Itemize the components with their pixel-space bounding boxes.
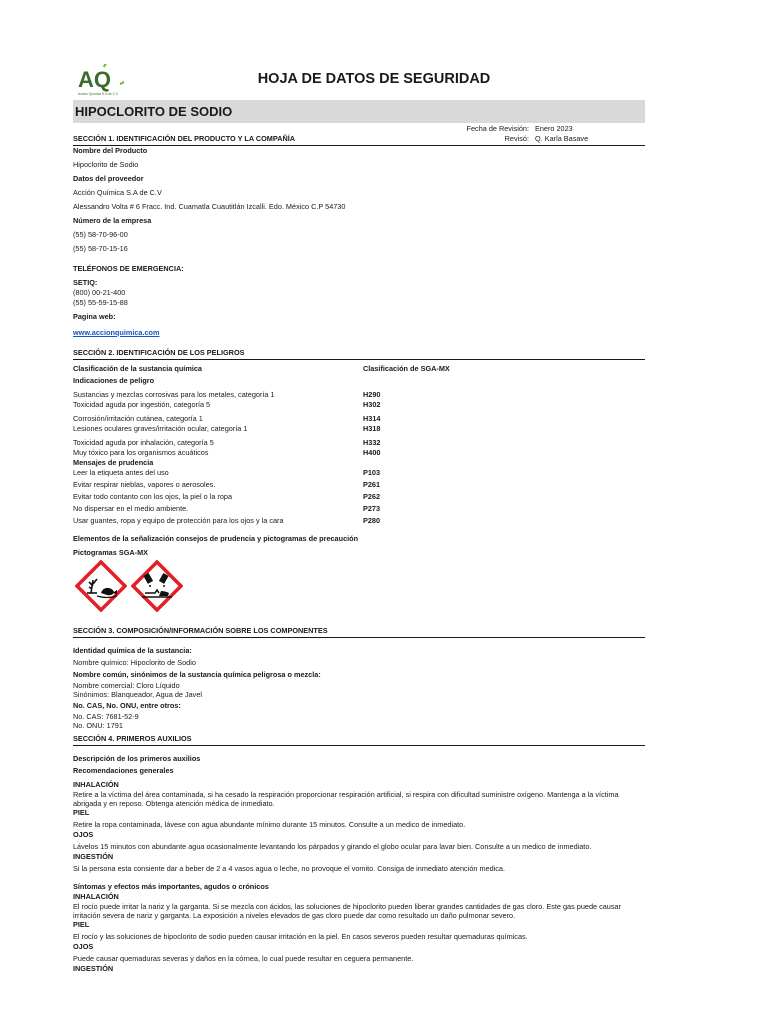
- hazard-label: Indicaciones de peligro: [73, 376, 155, 385]
- revision-date-value: Enero 2023: [535, 124, 573, 133]
- company-phone: (55) 58-70-96-00: [73, 230, 128, 239]
- table-row: Corrosión/irritación cutánea, categoría 1 H314: [73, 414, 381, 423]
- company-phone-label: Número de la empresa: [73, 216, 152, 225]
- website-link[interactable]: www.accionquimica.com: [73, 328, 160, 337]
- first-aid-description-label: Descripción de los primeros auxilios: [73, 754, 201, 763]
- symptoms-skin-text: El rocío y las soluciones de hipoclorito de sodio pueden causar irritación en la piel. En casos severos pueden resultar quemaduras químicas.: [73, 932, 528, 941]
- supplier-address: Alessandro Volta # 6 Fracc. Ind. Cuamatla Cuautitlán Izcalli. Edo. México C.P 54730: [73, 202, 346, 211]
- reviewed-by-row: [445, 134, 645, 144]
- table-row: Usar guantes, ropa y equipo de protección para los ojos y la cara P280: [73, 516, 381, 525]
- emergency-label: TELÉFONOS DE EMERGENCIA:: [73, 264, 184, 273]
- symptoms-eyes-text: Puede causar quemaduras severas y daños en la córnea, lo cual puede resultar en ceguera permanente.: [73, 954, 414, 963]
- eyes-label: OJOS: [73, 830, 94, 839]
- eyes-text: Lávelos 15 minutos con abundante agua ocasionalmente levantando los párpados y girando el globo ocular para lavar bien. Consulte a un medico de inmediato.: [73, 842, 592, 851]
- revision-info: [73, 123, 645, 144]
- setiq-phone: (55) 55-59-15-88: [73, 298, 128, 307]
- revision-date-row: [445, 124, 645, 134]
- corrosive-icon: [131, 560, 183, 612]
- cas-value: No. ONU: 1791: [73, 720, 123, 730]
- table-row: Sustancias y mezclas corrosivas para los metales, categoría 1 H290: [73, 390, 381, 399]
- section-4-title: SECCIÓN 4. PRIMEROS AUXILIOS: [73, 734, 192, 743]
- symptoms-inhalation-text: El rocío puede irritar la nariz y la garganta. Si se mezcla con ácidos, las soluciones de hipoclorito pueden liberar grandes cantidades de gas cloro. Este gas puede causar irritación severa de nariz y garganta. La exposición a niveles elevados de gas cloro puede dar como resultado un daño pulmonar severo.: [73, 902, 621, 920]
- identity-value: Nombre químico: Hipoclorito de Sodio: [73, 658, 196, 667]
- common-name-value: Sinónimos: Blanqueador, Agua de Javel: [73, 689, 203, 699]
- cas-value: No. CAS: 7681-52-9: [73, 712, 139, 721]
- table-row: Toxicidad aguda por ingestión, categoría 5 H302: [73, 400, 381, 409]
- prudence-label: Mensajes de prudencia: [73, 458, 154, 467]
- section-3-title: SECCIÓN 3. COMPOSICIÓN/INFORMACIÓN SOBRE LOS COMPONENTES: [73, 626, 328, 635]
- web-label: Pagina web:: [73, 312, 116, 321]
- reviewed-by-label: Revisó:: [504, 134, 529, 143]
- inhalation-label: INHALACIÓN: [73, 780, 119, 789]
- company-phone: (55) 58-70-15-16: [73, 244, 128, 253]
- col2-header: Clasificación de SGA-MX: [363, 364, 450, 373]
- document-header: [73, 60, 645, 100]
- section-3: [73, 638, 645, 730]
- symptoms-skin-label: PIEL: [73, 920, 90, 929]
- product-value: Hipoclorito de Sodio: [73, 160, 139, 169]
- section-1-title: SECCIÓN 1. IDENTIFICACIÓN DEL PRODUCTO Y LA COMPAÑÍA: [73, 134, 296, 143]
- supplier-name: Acción Química S.A de C.V: [73, 188, 162, 197]
- product-label: Nombre del Producto: [73, 146, 148, 155]
- ingestion-text: Si la persona esta consiente dar a beber de 2 a 4 vasos agua o leche, no provoque el vomito. Consiga de inmediato atención medica.: [73, 864, 506, 873]
- section-2: [73, 360, 645, 614]
- symptoms-ingestion-label: INGESTIÓN: [73, 964, 114, 973]
- table-row: Leer la etiqueta antes del uso P103: [73, 468, 381, 477]
- skin-text: Retire la ropa contaminada, lávese con agua abundante mínimo durante 15 minutos. Consulte a un medico de inmediato.: [73, 820, 466, 829]
- common-name-value: Nombre comercial: Cloro Líquido: [73, 681, 180, 690]
- pictograms-label: Pictogramas SGA-MX: [73, 548, 149, 557]
- general-recommendations-label: Recomendaciones generales: [73, 766, 174, 775]
- supplier-label: Datos del proveedor: [73, 174, 144, 183]
- hazard-table-header: [73, 364, 645, 374]
- document-title: HOJA DE DATOS DE SEGURIDAD: [257, 71, 491, 87]
- setiq-phone: (800) 00-21-400: [73, 288, 126, 297]
- table-row: Toxicidad aguda por inhalación, categoría 5 H332: [73, 438, 381, 447]
- symptoms-label: Síntomas y efectos más importantes, agudos o crónicos: [73, 882, 269, 891]
- product-name-bar: HIPOCLORITO DE SODIO: [73, 100, 645, 123]
- ingestion-label: INGESTIÓN: [73, 852, 114, 861]
- table-row: Muy tóxico para los organismos acuáticos H400: [73, 448, 381, 457]
- reviewed-by-value: Q. Karla Basave: [535, 134, 589, 143]
- logo-text: AQ: [78, 67, 111, 92]
- identity-label: Identidad química de la sustancia:: [73, 646, 192, 655]
- table-row: Lesiones oculares graves/irritación ocular, categoría 1 H318: [73, 424, 381, 433]
- table-row: No dispersar en el medio ambiente. P273: [73, 504, 381, 513]
- section-1: [73, 146, 645, 338]
- cas-label: No. CAS, No. ONU, entre otros:: [73, 701, 181, 710]
- section-2-title: SECCIÓN 2. IDENTIFICACIÓN DE LOS PELIGROS: [73, 348, 245, 357]
- symptoms-inhalation-label: INHALACIÓN: [73, 892, 119, 901]
- skin-label: PIEL: [73, 808, 90, 817]
- sds-page: [73, 60, 645, 974]
- environment-hazard-icon: [75, 560, 127, 612]
- table-row: Evitar todo contanto con los ojos, la piel o la ropa P262: [73, 492, 381, 501]
- revision-date-label: Fecha de Revisión:: [466, 124, 529, 133]
- col1-header: Clasificación de la sustancia química: [73, 364, 202, 373]
- section-4: [73, 746, 645, 974]
- symptoms-eyes-label: OJOS: [73, 942, 94, 951]
- common-name-label: Nombre común, sinónimos de la sustancia química peligrosa o mezcla:: [73, 670, 321, 679]
- inhalation-text: Retire a la víctima del área contaminada, si ha cesado la respiración proporcionar respiración artificial, si respira con dificultad suministre oxígeno. Mantenga a la víctima abrigada y en reposo. Obtenga atención médica de inmediato.: [73, 790, 619, 808]
- logo-subtext: Acción Química S.A de C.V: [78, 92, 119, 96]
- pictograms: [73, 558, 645, 614]
- table-row: Evitar respirar nieblas, vapores o aerosoles. P261: [73, 480, 381, 489]
- setiq-label: SETIQ:: [73, 278, 98, 287]
- elements-label: Elementos de la señalización consejos de prudencia y pictogramas de precaución: [73, 534, 359, 543]
